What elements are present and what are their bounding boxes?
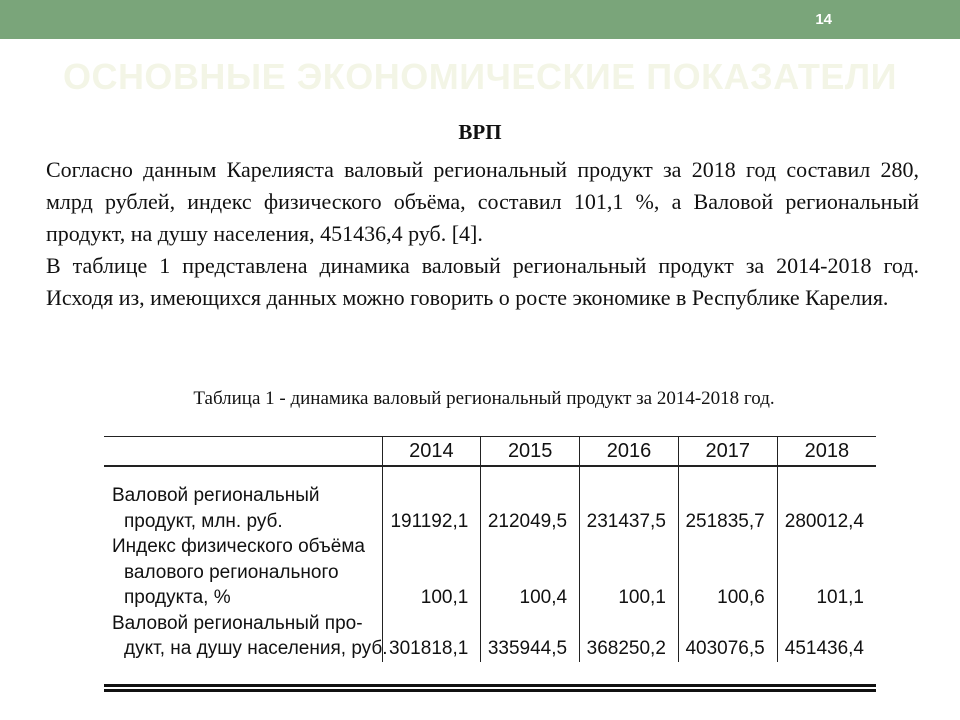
header-cell-2014: 2014 <box>382 437 481 467</box>
row-labels-column <box>104 466 388 662</box>
cell-row2-2015: 100,4 <box>519 587 568 608</box>
table-bottom-double-rule <box>104 684 876 692</box>
row-1-label-line-1: Валовой региональный <box>112 485 320 506</box>
cell-row1-2016: 231437,5 <box>586 510 666 532</box>
cell-row1-2018: 280012,4 <box>784 510 864 532</box>
column-2017 <box>678 466 777 662</box>
cell-row2-2014: 100,1 <box>420 587 469 608</box>
column-2014 <box>382 466 481 662</box>
header-cell-2015: 2015 <box>481 437 580 467</box>
slide-title: ОСНОВНЫЕ ЭКОНОМИЧЕСКИЕ ПОКАЗАТЕЛИ <box>62 56 898 97</box>
header-cell-label <box>104 437 382 467</box>
slide-number: 14 <box>815 11 832 28</box>
table-body-row <box>104 466 876 662</box>
row-3-label-line-2: дукт, на душу населения, руб. <box>124 638 388 659</box>
header-cell-2016: 2016 <box>580 437 679 467</box>
top-bar <box>0 0 960 39</box>
data-table <box>104 436 876 662</box>
table-caption: Таблица 1 - динамика валовый региональный продукт за 2014-2018 год. <box>193 388 775 409</box>
section-heading: ВРП <box>458 120 502 144</box>
cell-row3-2017: 403076,5 <box>685 638 765 659</box>
cell-row3-2016: 368250,2 <box>586 638 666 659</box>
column-2015 <box>481 466 580 662</box>
cell-row3-2018: 451436,4 <box>784 638 864 659</box>
paragraph-2: В таблице 1 представлена динамика валовый региональный продукт за 2014-2018 год. Исходя из, имеющихся данных можно говорить о росте экономике в Республике Карелия. <box>46 253 919 310</box>
cell-row2-2018: 101,1 <box>816 587 864 608</box>
header-row <box>104 437 876 467</box>
paragraph-1: Согласно данным Карелияста валовый региональный продукт за 2018 год составил 280, млрд рублей, индекс физического объёма, составил 101,1 %, а Валовой региональный продукт, на душу населения, 451436,4 руб. [4]. <box>46 157 919 246</box>
row-2-label-line-1: Индекс физического объёма <box>112 536 365 557</box>
cell-row2-2016: 100,1 <box>618 587 666 608</box>
column-2018 <box>777 466 876 662</box>
cell-row1-2014: 191192,1 <box>390 510 469 532</box>
row-3-label-line-1: Валовой региональный про- <box>112 612 363 634</box>
row-2-label-line-3: продукта, % <box>124 587 231 608</box>
gdp-table <box>104 436 876 662</box>
row-2-label-line-2: валового регионального <box>124 561 339 583</box>
cell-row1-2017: 251835,7 <box>685 510 765 532</box>
cell-row3-2015: 335944,5 <box>487 638 568 659</box>
column-2016 <box>580 466 679 662</box>
header-cell-2018: 2018 <box>777 437 876 467</box>
cell-row3-2014: 301818,1 <box>389 638 469 659</box>
cell-row1-2015: 212049,5 <box>487 510 568 532</box>
cell-row2-2017: 100,6 <box>717 587 765 608</box>
body-text <box>46 154 919 314</box>
header-cell-2017: 2017 <box>678 437 777 467</box>
row-1-label-line-2: продукт, млн. руб. <box>124 510 283 532</box>
